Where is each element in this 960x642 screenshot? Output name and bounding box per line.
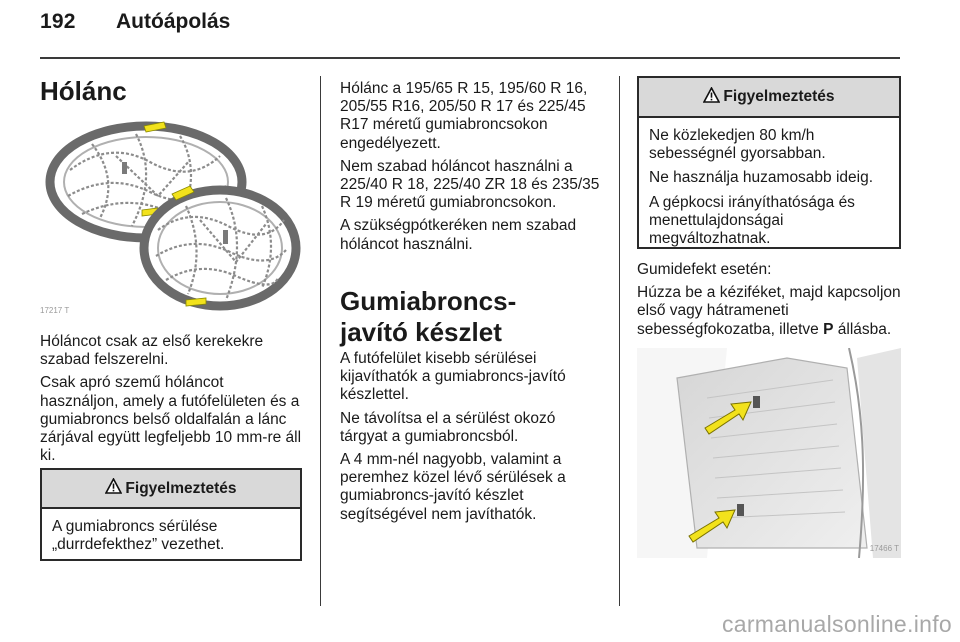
warning-box-1 <box>40 468 302 561</box>
warning-body <box>639 118 899 256</box>
trunk-panel-figure <box>637 348 901 558</box>
paragraph: Nem szabad hóláncot használni a 225/40 R 18, 225/40 ZR 18 és 235/35 R 19 méretű gumiabroncsokon. <box>340 157 600 212</box>
warning-title: Figyelmeztetés <box>723 88 835 105</box>
gear-position-p: P <box>823 320 834 338</box>
page-number: 192 <box>40 10 76 33</box>
snow-chain-illustration <box>40 110 302 320</box>
paragraph: Húzza be a kéziféket, majd kapcsoljon első vagy hátrameneti sebességfokozatba, illetve P állásba. <box>637 284 901 338</box>
flat-tire-text <box>637 261 909 344</box>
repair-kit-text <box>340 350 605 529</box>
warning-text: A gépkocsi irányíthatósága és menettulajdonságai megváltozhatnak. <box>649 193 855 248</box>
paragraph: Hóláncot csak az első kerekekre szabad felszerelni. <box>40 333 264 369</box>
paragraph: Hólánc a 195/65 R 15, 195/60 R 16, 205/55 R16, 205/50 R 17 és 225/45 R17 méretű gumiabroncsokon engedélyezett. <box>340 80 588 152</box>
trunk-panel-illustration <box>637 348 901 558</box>
paragraph: A futófelület kisebb sérülései kijavíthatók a gumiabroncs-javító készlettel. <box>340 350 566 404</box>
warning-body <box>42 509 300 562</box>
warning-title: Figyelmeztetés <box>125 479 237 497</box>
paragraph: Csak apró szemű hóláncot használjon, amely a futófelületen és a gumiabroncs belső oldalfalán a lánc zárjával együtt legfeljebb 10 mm-re áll ki. <box>40 374 302 465</box>
warning-header <box>42 470 300 509</box>
warning-box-2 <box>637 76 901 249</box>
snow-chain-figure <box>40 110 302 320</box>
figure-label: 17466 T <box>869 544 899 553</box>
paragraph: Gumidefekt esetén: <box>637 261 772 278</box>
warning-text: Ne használja huzamosabb ideig. <box>649 169 874 187</box>
figure-label: 17217 T <box>40 306 70 315</box>
chain-size-text <box>340 80 605 259</box>
paragraph: Ne távolítsa el a sérülést okozó tárgyat a gumiabroncsból. <box>340 409 556 445</box>
warning-text: Ne közlekedjen 80 km/h sebességnél gyorsabban. <box>649 127 826 163</box>
column-divider-2 <box>619 76 620 606</box>
heading-snow-chains: Hólánc <box>40 76 127 106</box>
paragraph: A szükségpótkeréken nem szabad hóláncot használni. <box>340 217 577 253</box>
warning-header <box>639 78 899 118</box>
column-divider-1 <box>320 76 321 606</box>
header-rule <box>40 57 900 59</box>
snow-chain-text <box>40 333 305 470</box>
warning-triangle-icon <box>105 478 122 499</box>
paragraph: A 4 mm-nél nagyobb, valamint a peremhez közel lévő sérülések a gumiabroncs-javító készlet segítségével nem javíthatók. <box>340 451 566 523</box>
warning-text: A gumiabroncs sérülése „durrdefekthez” vezethet. <box>52 518 225 554</box>
warning-triangle-icon <box>703 87 720 108</box>
heading-tire-repair-kit: Gumiabroncs-javító készlet <box>340 286 517 347</box>
section-title: Autóápolás <box>116 10 231 33</box>
watermark: carmanualsonline.info <box>721 611 952 637</box>
